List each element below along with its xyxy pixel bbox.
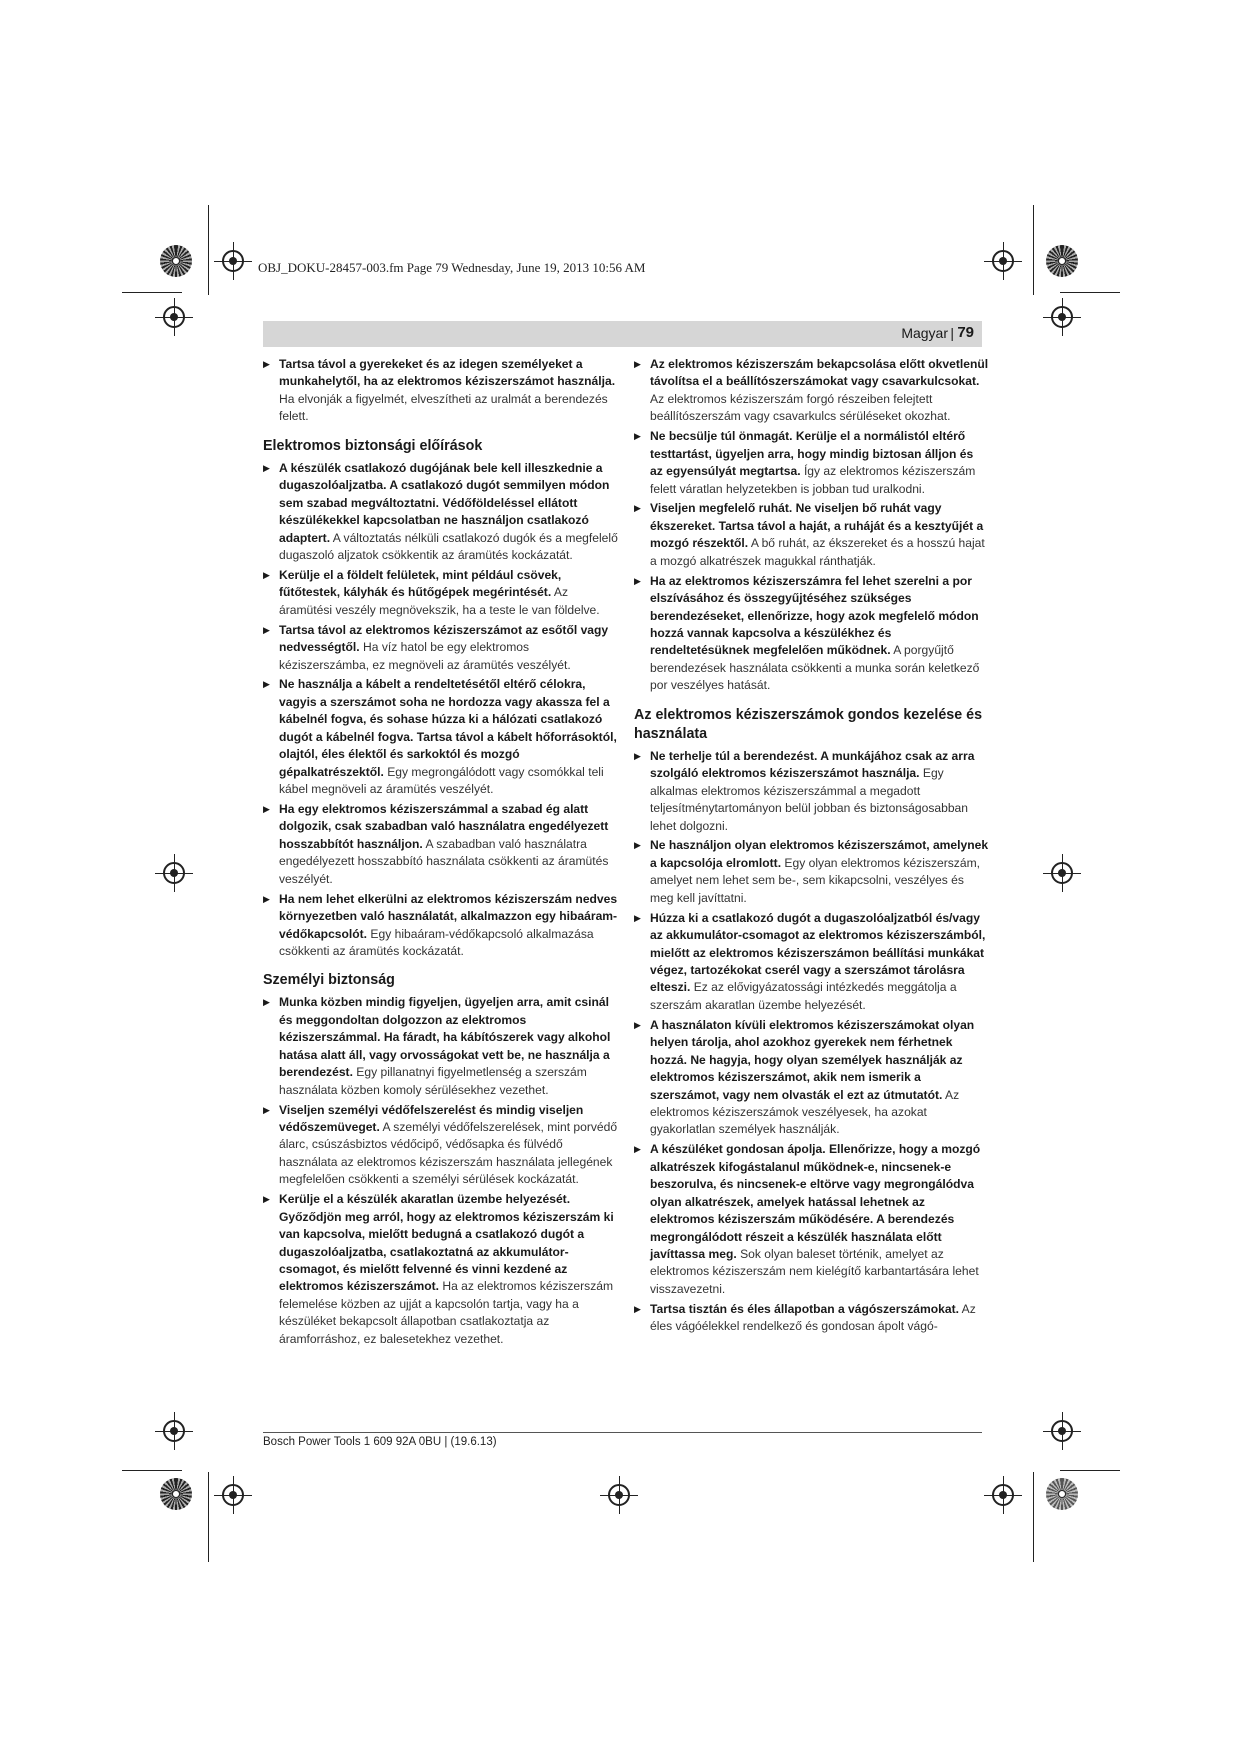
item-plain-text: Egy hibaáram-védőkapcsoló alkalmazása csökkenti az áramütés kockázatát. (279, 926, 594, 958)
crop-line (122, 1470, 182, 1471)
electrical-safety-list (263, 460, 618, 961)
language-label: Magyar (901, 325, 948, 341)
bullet-arrow-icon: ▶ (634, 840, 641, 851)
bullet-arrow-icon: ▶ (263, 569, 270, 580)
bullet-arrow-icon: ▶ (634, 503, 641, 514)
bullet-arrow-icon: ▶ (263, 803, 270, 814)
tool-care-list (634, 748, 989, 1336)
item-bold-text: A használaton kívüli elektromos kéziszerszámokat olyan helyen tárolja, ahol azokhoz gyerekek nem férhetnek hozzá. Ne hagyja, hogy olyan személyek használják az elektromos kéziszerszámot, akik nem ismerik a szerszámot, vagy nem olvasták el ezt az útmutatót. (650, 1017, 975, 1102)
item-bold-text: Ha egy elektromos kéziszerszámmal a szabad ég alatt dolgozik, csak szabadban való használatra engedélyezett hosszabbítót használjon. (279, 801, 609, 851)
right-column (634, 356, 989, 1338)
section-heading: Elektromos biztonsági előírások (263, 437, 483, 454)
item-plain-text: Egy megrongálódott vagy csomókkal teli kábel megnöveli az áramütés veszélyét. (279, 764, 604, 797)
bullet-arrow-icon: ▶ (263, 1194, 270, 1205)
crop-line (1060, 1470, 1120, 1471)
right-intro-list (634, 356, 989, 695)
item-bold-text: Tartsa távol a gyerekeket és az idegen személyeket a munkahelytől, ha az elektromos kéziszerszámot használja. (279, 357, 616, 389)
section-heading: Az elektromos kéziszerszámok gondos kezelése és használata (634, 706, 983, 742)
item-bold-text: Ha az elektromos kéziszerszámra fel lehet szerelni a por elszívásához és összegyűjtéséhez szükséges berendezéseket, ellenőrizze, hogy azok megfelelő módon hozzá vannak kapcsolva a készülékhez és rendeltetésüknek megfelelően működnek. (650, 573, 979, 658)
bullet-arrow-icon: ▶ (634, 1303, 641, 1314)
page-number: 79 (957, 324, 974, 341)
list-item (634, 910, 989, 1015)
item-bold-text: Ne terhelje túl a berendezést. A munkájához csak az arra szolgáló elektromos kéziszerszámot használja. (650, 748, 975, 781)
bullet-arrow-icon: ▶ (263, 359, 270, 369)
color-wheel-icon (1046, 245, 1078, 277)
item-plain-text: Ha elvonják a figyelmét, elveszítheti az uralmát a berendezés felett. (279, 391, 608, 424)
registration-mark-icon (163, 862, 185, 884)
item-plain-text: Egy alkalmas elektromos kéziszerszámmal a megadott teljesítménytartományon belül jobban és biztonságosabban lehet dolgozni. (650, 766, 969, 833)
registration-mark-icon (163, 306, 185, 328)
crop-line (122, 292, 182, 293)
bullet-arrow-icon: ▶ (634, 575, 641, 586)
list-item (634, 500, 989, 570)
left-column (263, 356, 618, 1351)
list-item (634, 573, 989, 695)
item-bold-text: A készülék csatlakozó dugójának bele kell illeszkednie a dugaszolóaljzatba. A csatlakozó dugót semmilyen módon sem szabad megváltoztatni. Védőföldeléssel ellátott készülékekkel kapcsolatban ne használjon csatlakozó adaptert. (279, 460, 610, 545)
crop-line (208, 205, 209, 295)
item-plain-text: Egy olyan elektromos kéziszerszám, amelyet nem lehet sem be-, sem kikapcsolni, veszélyes és meg kell javíttatni. (650, 855, 981, 905)
list-item (634, 1017, 989, 1139)
color-wheel-icon (160, 1478, 192, 1510)
registration-mark-icon (608, 1484, 630, 1506)
item-bold-text: Ne becsülje túl önmagát. Kerülje el a normálistól eltérő testtartást, ügyeljen arra, hogy mindig biztosan álljon és az egyensúlyát megtartsa. (650, 429, 974, 479)
item-bold-text: Munka közben mindig figyeljen, ügyeljen arra, amit csinál és meggondoltan dolgozzon az elektromos kéziszerszámmal. Ha fáradt, ha kábítószerek vagy alkohol hatása alatt áll, vagy orvosságokat vett be, ne használja a berendezést. (279, 995, 611, 1080)
page-header (263, 321, 982, 347)
bullet-arrow-icon: ▶ (634, 431, 641, 442)
item-bold-text: Húzza ki a csatlakozó dugót a dugaszolóaljzatból és/vagy az akkumulátor-csomagot az elektromos kéziszerszámból, mielőtt az elektromos kéziszerszámon beállítási munkákat végez, tartozékokat cserél vagy a szerszámot tárolásra elteszi. (650, 910, 986, 995)
registration-mark-icon (1051, 862, 1073, 884)
list-item (634, 837, 989, 907)
item-plain-text: Ha az elektromos kéziszerszám felemelése közben az ujját a kapcsolón tartja, vagy ha a készüléket bekapcsolt állapotban csatlakoztatja az áramforráshoz, ez balesetekhez vezethet. (279, 1279, 614, 1346)
item-bold-text: Kerülje el a készülék akaratlan üzembe helyezését. Győződjön meg arról, hogy az elektromos kéziszerszám ki van kapcsolva, mielőtt bedugná a csatlakozó dugót a dugaszolóaljzatba, csatlakoztatná az akkumulátor-csomagot, és mielőtt felvenné és vinni kezdené az elektromos kéziszerszámot. (279, 1192, 614, 1294)
color-wheel-icon (160, 245, 192, 277)
item-plain-text: Az elektromos kéziszerszámok veszélyesek, ha azokat gyakorlatlan személyek használják. (650, 1087, 960, 1137)
item-plain-text: Az elektromos kéziszerszám forgó részeiben felejtett beállítószerszám vagy csavarkulcs sérüléseket okozhat. (650, 391, 951, 424)
list-item (634, 748, 989, 835)
item-bold-text: Az elektromos kéziszerszám bekapcsolása előtt okvetlenül távolítsa el a beállítószerszámokat vagy csavarkulcsokat. (650, 357, 989, 389)
section-heading: Személyi biztonság (263, 972, 395, 989)
list-item (263, 676, 618, 798)
item-plain-text: Így az elektromos kéziszerszám felett váratlan helyzetekben is jobban tud uralkodni. (650, 464, 976, 496)
item-bold-text: Kerülje el a földelt felületek, mint például csövek, fűtőtestek, kályhák és hűtőgépek megérintését. (279, 567, 562, 600)
list-item (263, 356, 618, 426)
item-plain-text: Egy pillanatnyi figyelmetlenség a szerszám használata közben komoly sérülésekhez vezethet. (279, 1065, 587, 1097)
registration-mark-icon (163, 1420, 185, 1442)
item-plain-text: Sok olyan baleset történik, amelyet az elektromos kéziszerszám nem kielégítő karbantartására lehet visszavezetni. (650, 1247, 979, 1296)
registration-mark-icon (222, 250, 244, 272)
registration-mark-icon (222, 1484, 244, 1506)
list-item (263, 994, 618, 1099)
registration-mark-icon (1051, 306, 1073, 328)
crop-line (1033, 1472, 1034, 1562)
item-bold-text: Ne használja a kábelt a rendeltetésétől eltérő célokra, vagyis a szerszámot soha ne hordozza vagy akassza fel a kábelnél fogva, és sohase húzza ki a hálózati csatlakozó dugót a kábelnél fogva. Tartsa távol a kábelt hőforrásoktól, olajtól, éles élektől és sarkoktól és mozgó gépalkatrészektől. (279, 677, 617, 779)
bullet-arrow-icon: ▶ (263, 624, 270, 635)
registration-mark-icon (992, 250, 1014, 272)
crop-line (1060, 292, 1120, 293)
item-plain-text: Ez az elővigyázatossági intézkedés meggátolja a szerszám akaratlan üzembe helyezését. (650, 980, 957, 1012)
item-plain-text: Az éles vágóélekkel rendelkező és gondosan ápolt vágó- (650, 1301, 976, 1334)
registration-mark-icon (992, 1484, 1014, 1506)
list-item (263, 622, 618, 674)
bullet-arrow-icon: ▶ (634, 359, 641, 369)
bullet-arrow-icon: ▶ (263, 462, 270, 473)
item-plain-text: Ha víz hatol be egy elektromos kéziszerszámba, ez megnöveli az áramütés veszélyét. (279, 640, 571, 672)
footer-text: Bosch Power Tools 1 609 92A 0BU | (19.6.13) (263, 1436, 497, 1448)
bullet-arrow-icon: ▶ (634, 1019, 641, 1030)
file-info: OBJ_DOKU-28457-003.fm Page 79 Wednesday, June 19, 2013 10:56 AM (258, 260, 646, 275)
list-item (263, 1191, 618, 1348)
list-item (263, 1102, 618, 1189)
item-bold-text: Ha nem lehet elkerülni az elektromos kéziszerszám nedves környezetben való használatát, alkalmazzon egy hibaáram-védőkapcsolót. (279, 891, 618, 941)
item-bold-text: Tartsa távol az elektromos kéziszerszámot az esőtől vagy nedvességtől. (279, 622, 609, 655)
list-item (263, 567, 618, 619)
bullet-arrow-icon: ▶ (263, 893, 270, 904)
item-plain-text: A változtatás nélküli csatlakozó dugók és a megfelelő dugaszoló aljzatok csökkentik az áramütés kockázatát. (279, 530, 618, 563)
color-wheel-icon (1046, 1478, 1078, 1510)
item-plain-text: A szabadban való használatra engedélyezett hosszabbító használata csökkenti az áramütés veszélyét. (279, 836, 609, 886)
item-plain-text: Az áramütési veszély megnövekszik, ha a teste le van földelve. (279, 585, 600, 617)
list-item (634, 1141, 989, 1298)
registration-mark-icon (1051, 1420, 1073, 1442)
list-item (263, 891, 618, 961)
bullet-arrow-icon: ▶ (634, 912, 641, 923)
item-bold-text: Viseljen személyi védőfelszerelést és mindig viseljen védőszemüveget. (279, 1102, 584, 1135)
item-bold-text: Ne használjon olyan elektromos kéziszerszámot, amelynek a kapcsolója elromlott. (650, 838, 989, 870)
bullet-arrow-icon: ▶ (634, 1144, 641, 1155)
personal-safety-list (263, 994, 618, 1348)
item-plain-text: A bő ruhát, az ékszereket és a hosszú hajat a mozgó alkatrészek magukkal ránthatják. (650, 536, 985, 568)
list-item (634, 428, 989, 498)
bullet-arrow-icon: ▶ (634, 750, 641, 761)
left-intro-list (263, 356, 618, 426)
list-item (634, 356, 989, 426)
item-bold-text: A készüléket gondosan ápolja. Ellenőrizze, hogy a mozgó alkatrészek kifogástalanul működnek-e, nincsenek-e beszorulva, és nincsenek-e eltörve vagy megrongálódva olyan alkatrészek, amelyek hatással lehetnek az elektromos kéziszerszám működésére. A berendezés megrongálódott részeit a készülék használata előtt javíttassa meg. (650, 1142, 981, 1262)
crop-line (1033, 205, 1034, 295)
header-separator: | (950, 325, 954, 341)
crop-line (208, 1472, 209, 1562)
list-item (634, 1301, 989, 1336)
bullet-arrow-icon: ▶ (263, 679, 270, 690)
item-bold-text: Tartsa tisztán és éles állapotban a vágószerszámokat. (650, 1301, 959, 1316)
item-plain-text: A személyi védőfelszerelések, mint porvédő álarc, csúszásbiztos védőcipő, védősapka és fülvédő használata az elektromos kéziszerszám használata jellegének megfelelően csökkenti a személyi sérülések kockázatát. (279, 1120, 618, 1187)
bullet-arrow-icon: ▶ (263, 1104, 270, 1115)
list-item (263, 460, 618, 565)
item-plain-text: A porgyűjtő berendezések használata csökkenti a munka során keletkező por veszélyes hatását. (650, 643, 980, 693)
footer-rule (263, 1432, 982, 1433)
item-bold-text: Viseljen megfelelő ruhát. Ne viseljen bő ruhát vagy ékszereket. Tartsa távol a haját, a ruháját és a kesztyűjét a mozgó részektől. (650, 501, 984, 551)
bullet-arrow-icon: ▶ (263, 997, 270, 1008)
list-item (263, 801, 618, 888)
